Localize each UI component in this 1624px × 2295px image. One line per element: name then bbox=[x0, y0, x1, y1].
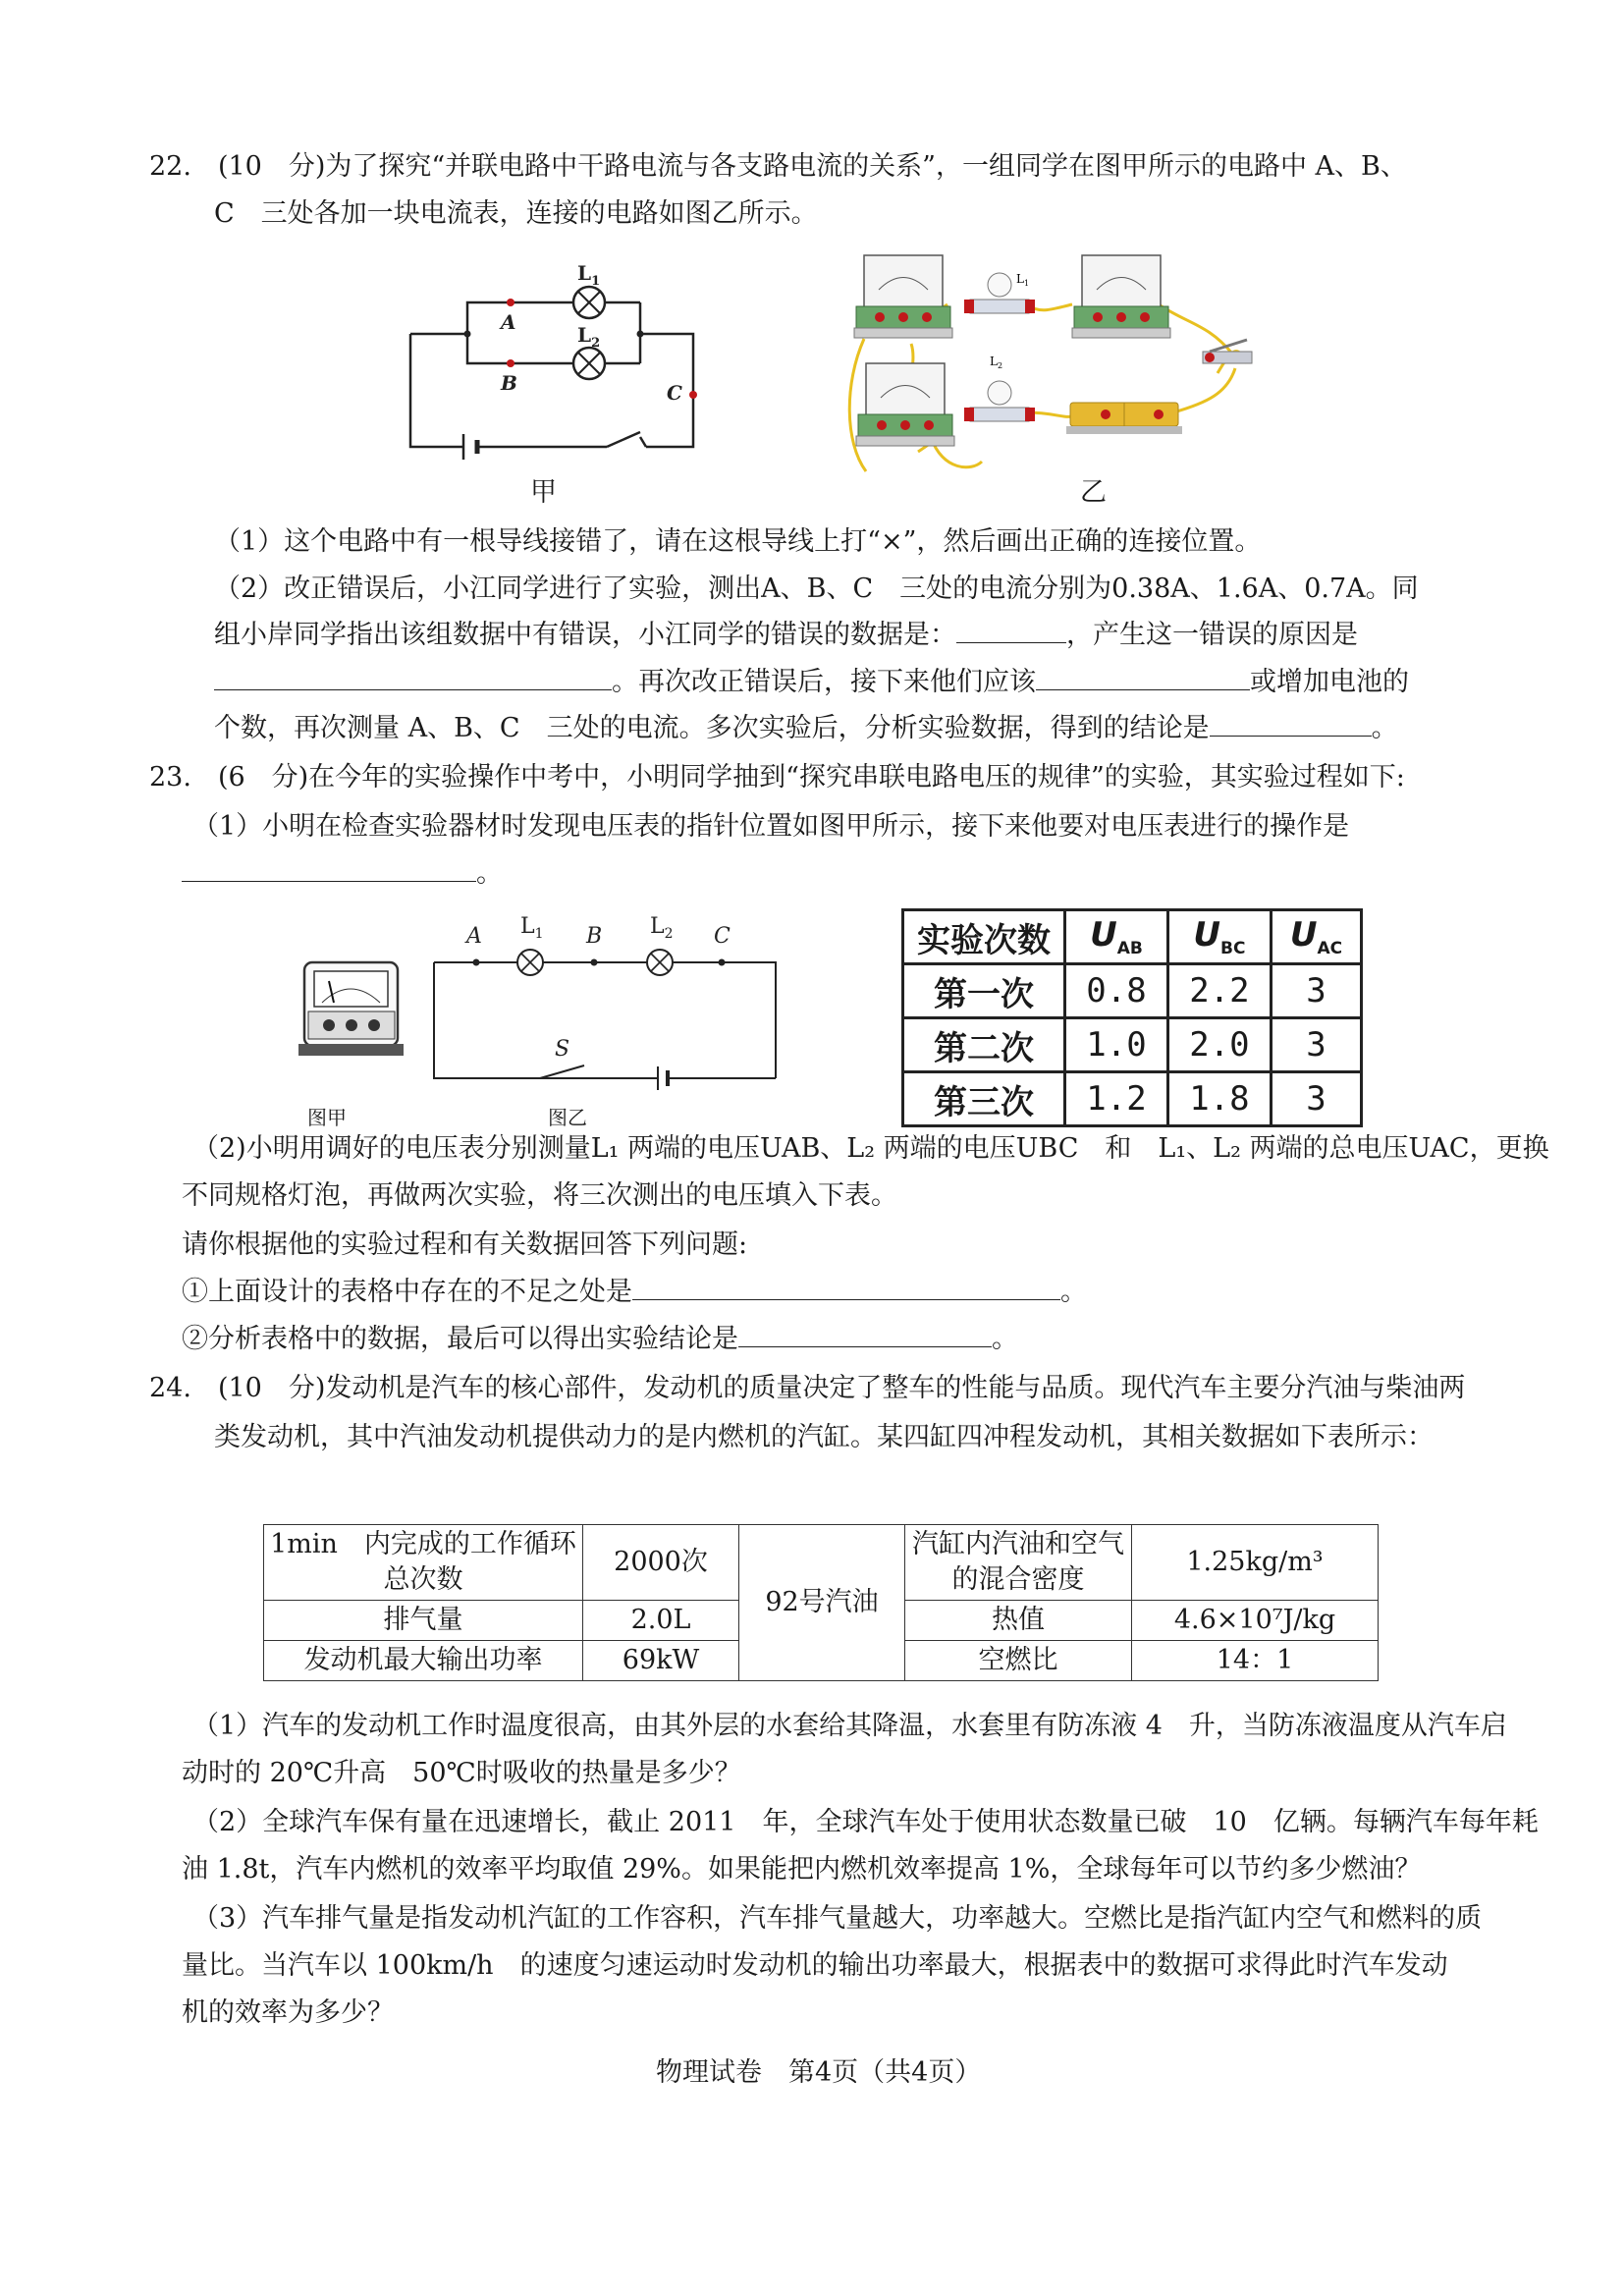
caption-fig-yi: 图乙 bbox=[548, 1106, 587, 1129]
caption-fig-jia: 图甲 bbox=[307, 1106, 347, 1129]
point-a bbox=[507, 299, 514, 306]
ammeter-bottom-left bbox=[856, 363, 954, 446]
table-cell: 14：1 bbox=[1132, 1641, 1379, 1681]
lamp-l2 bbox=[964, 355, 1035, 421]
table-cell: 发动机最大输出功率 bbox=[264, 1641, 583, 1681]
q22-p1: （1）这个电路中有一根导线接错了，请在这根导线上打“×”，然后画出正确的连接位置。 bbox=[214, 526, 1262, 557]
table-row bbox=[903, 964, 1362, 1018]
table-cell: 3 bbox=[1271, 1072, 1361, 1126]
table-cell: 4.6×10⁷J/kg bbox=[1132, 1601, 1379, 1641]
label-l2: $L_2$ bbox=[577, 323, 601, 351]
table-cell: 第一次 bbox=[903, 964, 1065, 1018]
label-l1: $L_1$ bbox=[520, 914, 544, 942]
q23-voltmeter-jia bbox=[295, 957, 412, 1070]
table-header-row bbox=[903, 910, 1362, 964]
label-a: A bbox=[466, 924, 482, 949]
svg-text:L1: $L_1$ bbox=[1016, 272, 1030, 288]
table-header-cell: 实验次数 bbox=[903, 910, 1065, 964]
label-b: B bbox=[586, 924, 603, 949]
table-header-cell: $U_{AC}$ bbox=[1271, 910, 1361, 964]
q22-p2c: 。再次改正错误后，接下来他们应该 或增加电池的 bbox=[214, 663, 1409, 702]
table-cell: 0.8 bbox=[1065, 964, 1168, 1018]
table-cell: 空燃比 bbox=[905, 1641, 1132, 1681]
table-cell: 第三次 bbox=[903, 1072, 1065, 1126]
point-c bbox=[689, 391, 697, 399]
label-c: C bbox=[714, 924, 731, 949]
q22-line1: 22. (10 分)为了探究“并联电路中干路电流与各支路电流的关系”，一组同学在图甲所示的电路中 A、B、 bbox=[149, 151, 1407, 182]
q24-p2b: 油 1.8t，汽车内燃机的效率平均取值 29%。如果能把内燃机效率提高 1%，全球每年可以节约多少燃油？ bbox=[182, 1854, 1422, 1885]
table-cell: 排气量 bbox=[264, 1601, 583, 1641]
q23-line1: 23. (6 分)在今年的实验操作中考中，小明同学抽到“探究串联电路电压的规律”的实验，其实验过程如下: bbox=[149, 762, 1405, 792]
label-b: B bbox=[501, 371, 517, 395]
q22-apparatus-yi bbox=[844, 246, 1257, 506]
table-row bbox=[264, 1525, 1379, 1601]
q23-p2b: 不同规格灯泡，再做两次实验，将三次测出的电压填入下表。 bbox=[182, 1180, 897, 1211]
point-b bbox=[507, 359, 514, 367]
ammeter-top-left bbox=[854, 255, 952, 338]
lamp-l1 bbox=[964, 272, 1035, 313]
answer-blank-wrong-data[interactable] bbox=[956, 617, 1066, 643]
answer-blank-table-flaw[interactable] bbox=[632, 1274, 1060, 1300]
q24-p1a: （1）汽车的发动机工作时温度很高，由其外层的水套给其降温，水套里有防冻液 4 升，当防冻液温度从汽车启 bbox=[192, 1711, 1507, 1741]
answer-blank-next-step[interactable] bbox=[1036, 664, 1250, 690]
table-cell: 1.0 bbox=[1065, 1018, 1168, 1072]
table-cell: 第二次 bbox=[903, 1018, 1065, 1072]
battery-pack bbox=[1066, 403, 1182, 434]
q22-p2a: （2）改正错误后，小江同学进行了实验，测出A、B、C 三处的电流分别为0.38A、1.6A、0.7A。同 bbox=[214, 574, 1419, 604]
table-cell: 汽缸内汽油和空气的混合密度 bbox=[905, 1525, 1132, 1601]
q24-p3a: （3）汽车排气量是指发动机汽缸的工作容积，汽车排气量越大，功率越大。空燃比是指汽缸内空气和燃料的质 bbox=[192, 1903, 1483, 1934]
table-header-cell: $U_{AB}$ bbox=[1065, 910, 1168, 964]
answer-blank-voltmeter-op[interactable] bbox=[182, 855, 476, 882]
caption-yi: 乙 bbox=[1080, 477, 1107, 508]
q23-circuit-yi bbox=[422, 903, 785, 1095]
q23-q2: ②分析表格中的数据，最后可以得出实验结论是 。 bbox=[182, 1320, 1018, 1359]
table-row bbox=[903, 1018, 1362, 1072]
answer-blank-voltage-conclusion[interactable] bbox=[738, 1321, 992, 1347]
table-cell: 2000次 bbox=[583, 1525, 739, 1601]
table-cell: 1.2 bbox=[1065, 1072, 1168, 1126]
q22-line2: C 三处各加一块电流表，连接的电路如图乙所示。 bbox=[214, 198, 818, 229]
ammeter-top-right bbox=[1072, 255, 1170, 338]
q24-p2a: （2）全球汽车保有量在迅速增长，截止 2011 年，全球汽车处于使用状态数量已破 10 亿辆。每辆汽车每年耗 bbox=[192, 1807, 1539, 1837]
table-header-cell: $U_{BC}$ bbox=[1167, 910, 1271, 964]
label-l2: $L_2$ bbox=[650, 914, 674, 942]
q24-line2: 类发动机，其中汽油发动机提供动力的是内燃机的汽缸。某四缸四冲程发动机，其相关数据如下表所示： bbox=[214, 1422, 1434, 1452]
q23-p1: （1）小明在检查实验器材时发现电压表的指针位置如图甲所示，接下来他要对电压表进行的操作是 bbox=[192, 811, 1350, 842]
q24-line1: 24. (10 分)发动机是汽车的核心部件，发动机的质量决定了整车的性能与品质。现代汽车主要分汽油与柴油两 bbox=[149, 1373, 1466, 1403]
page-footer: 物理试卷 第4页（共4页） bbox=[656, 2057, 982, 2088]
label-s: S bbox=[555, 1037, 570, 1062]
q22-p2d: 个数，再次测量 A、B、C 三处的电流。多次实验后，分析实验数据，得到的结论是 。 bbox=[214, 709, 1398, 748]
svg-text:L2: $L_2$ bbox=[990, 355, 1003, 370]
table-row bbox=[903, 1072, 1362, 1126]
label-l1: $L_1$ bbox=[577, 265, 601, 289]
q24-p1b: 动时的 20℃升高 50℃时吸收的热量是多少？ bbox=[182, 1758, 741, 1788]
switch bbox=[1203, 340, 1252, 363]
answer-blank-conclusion[interactable] bbox=[1210, 710, 1372, 737]
table-cell: 3 bbox=[1271, 1018, 1361, 1072]
q23-voltage-table bbox=[901, 908, 1363, 1127]
answer-blank-reason[interactable] bbox=[214, 664, 612, 690]
label-c: C bbox=[667, 381, 682, 405]
q24-engine-table bbox=[263, 1524, 1379, 1681]
q22-p2b: 组小岸同学指出该组数据中有错误，小江同学的错误的数据是： ，产生这一错误的原因是 bbox=[214, 616, 1358, 655]
table-cell: 3 bbox=[1271, 964, 1361, 1018]
q23-p2a: （2)小明用调好的电压表分别测量L₁ 两端的电压UAB、L₂ 两端的电压UBC 和 L₁、L₂ 两端的总电压UAC，更换 bbox=[192, 1133, 1549, 1164]
q24-p3b: 量比。当汽车以 100km/h 的速度匀速运动时发动机的输出功率最大，根据表中的数据可求得此时汽车发动 bbox=[182, 1950, 1448, 1981]
caption-jia: 甲 bbox=[530, 477, 557, 508]
table-cell: 2.0 bbox=[1167, 1018, 1271, 1072]
q23-q1: ①上面设计的表格中存在的不足之处是 。 bbox=[182, 1273, 1087, 1312]
table-cell: 1.25kg/m³ bbox=[1132, 1525, 1379, 1601]
table-cell: 热值 bbox=[905, 1601, 1132, 1641]
q24-p3c: 机的效率为多少？ bbox=[182, 1997, 394, 2028]
table-cell: 2.2 bbox=[1167, 964, 1271, 1018]
q23-p1-answer: 。 bbox=[182, 854, 503, 894]
q23-p3: 请你根据他的实验过程和有关数据回答下列问题: bbox=[182, 1229, 748, 1260]
label-a: A bbox=[501, 310, 516, 334]
table-cell: 69kW bbox=[583, 1641, 739, 1681]
table-cell: 92号汽油 bbox=[739, 1525, 905, 1681]
table-cell: 2.0L bbox=[583, 1601, 739, 1641]
table-cell: 1min 内完成的工作循环总次数 bbox=[264, 1525, 583, 1601]
table-cell: 1.8 bbox=[1167, 1072, 1271, 1126]
